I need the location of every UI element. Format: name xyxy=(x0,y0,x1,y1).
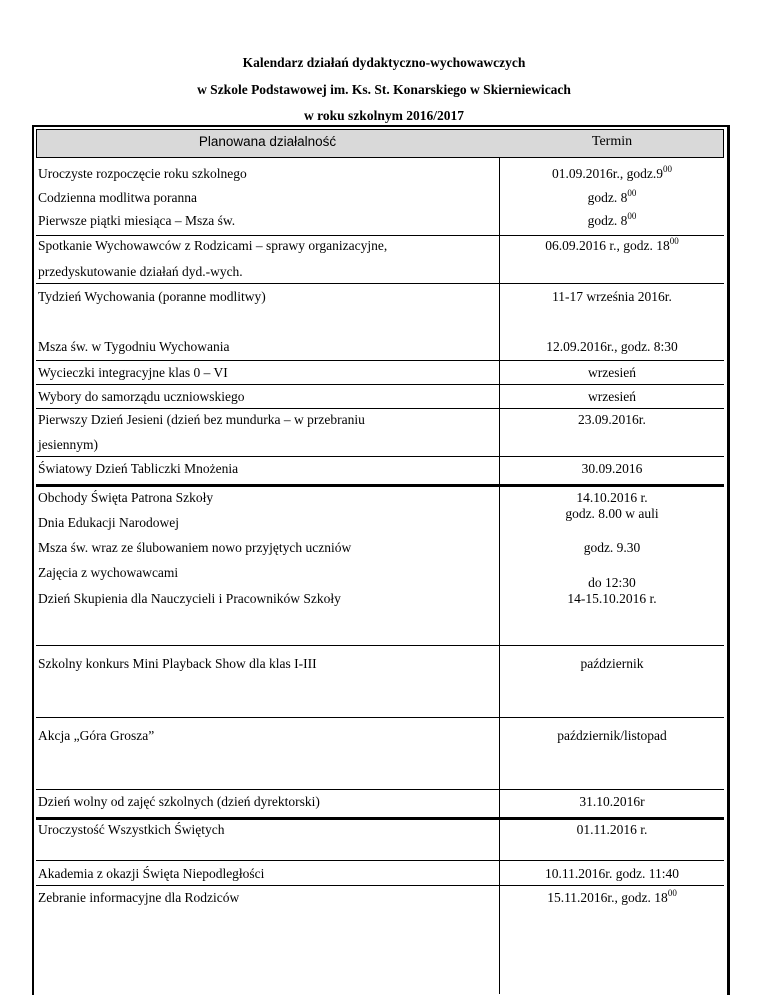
activity-text: Akcja „Góra Grosza” xyxy=(38,728,155,743)
activity-text: Tydzień Wychowania (poranne modlitwy) xyxy=(38,289,266,304)
activity-text: Uroczyste rozpoczęcie roku szkolnego xyxy=(38,166,247,181)
term-text: wrzesień xyxy=(588,389,636,404)
term-text: 06.09.2016 r., godz. $18^{00}$ xyxy=(545,236,679,253)
header-term: Termin xyxy=(591,134,633,149)
term-text: 01.09.2016r., $godz.9^{00}$ xyxy=(552,164,672,181)
term-text: godz. $8^{00}$ xyxy=(587,211,637,228)
row-divider xyxy=(36,645,724,646)
term-text: 31.10.2016r xyxy=(579,794,645,809)
term-text: 10.11.2016r. godz. 11:40 xyxy=(545,866,679,881)
document-title: Kalendarz działań dydaktyczno-wychowawczych xyxy=(242,55,526,70)
term-text: październik xyxy=(580,656,644,671)
activity-text: jesiennym) xyxy=(38,437,98,452)
term-text: do 12:30 xyxy=(588,575,636,590)
document-subtitle-school: w Szkole Podstawowej im. Ks. St. Konarskiego w Skierniewicach xyxy=(197,82,571,97)
row-divider xyxy=(36,860,724,861)
activity-text: Zebranie informacyjne dla Rodziców xyxy=(38,890,240,905)
activity-text: Wybory do samorządu uczniowskiego xyxy=(38,389,245,404)
activity-text: Wycieczki integracyjne klas 0 – VI xyxy=(38,365,228,380)
term-text: 14-15.10.2016 r. xyxy=(567,591,657,606)
activity-text: Uroczystość Wszystkich Świętych xyxy=(38,822,225,837)
term-text: 30.09.2016 xyxy=(581,461,643,476)
row-divider xyxy=(36,456,724,457)
term-text: 15.11.2016r., godz. $18^{00}$ xyxy=(547,888,677,905)
row-divider xyxy=(36,484,724,487)
activity-text: Akademia z okazji Święta Niepodległości xyxy=(38,866,265,881)
activity-text: Dzień wolny od zajęć szkolnych (dzień dyrektorski) xyxy=(38,794,320,809)
activity-text: Światowy Dzień Tabliczki Mnożenia xyxy=(38,461,239,476)
term-text: 12.09.2016r., godz. 8:30 xyxy=(546,339,678,354)
row-divider xyxy=(36,817,724,820)
table-frame xyxy=(32,125,730,995)
term-text: wrzesień xyxy=(588,365,636,380)
term-text: 01.11.2016 r. xyxy=(576,822,648,837)
term-text: godz. 9.30 xyxy=(583,540,641,555)
activity-text: Szkolny konkurs Mini Playback Show dla klas I-III xyxy=(38,656,317,671)
header-activity: Planowana działalność xyxy=(198,134,337,149)
activity-text: Pierwsze piątki miesiąca – Msza św. xyxy=(38,213,236,228)
activity-text: Dzień Skupienia dla Nauczycieli i Pracowników Szkoły xyxy=(38,591,341,606)
activity-text: Pierwszy Dzień Jesieni (dzień bez mundurka – w przebraniu xyxy=(38,412,365,427)
row-divider xyxy=(36,384,724,385)
row-divider xyxy=(36,789,724,790)
activity-text: Msza św. wraz ze ślubowaniem nowo przyjętych uczniów xyxy=(38,540,352,555)
row-divider xyxy=(36,717,724,718)
term-text: 11-17 września 2016r. xyxy=(552,289,672,304)
term-text: godz. 8.00 w auli xyxy=(565,506,659,521)
activity-text: Obchody Święta Patrona Szkoły xyxy=(38,490,214,505)
term-text: godz. $8^{00}$ xyxy=(587,188,637,205)
row-divider xyxy=(36,283,724,284)
activity-text: Zajęcia z wychowawcami xyxy=(38,565,179,580)
row-divider xyxy=(36,235,724,236)
column-divider xyxy=(499,129,500,994)
activity-text: Spotkanie Wychowawców z Rodzicami – sprawy organizacyjne, xyxy=(38,238,388,253)
term-text: październik/listopad xyxy=(557,728,667,743)
row-divider xyxy=(36,885,724,886)
activity-text: przedyskutowanie działań dyd.-wych. xyxy=(38,264,243,279)
document-subtitle-year: w roku szkolnym 2016/2017 xyxy=(304,108,464,123)
activity-text: Codzienna modlitwa poranna xyxy=(38,190,197,205)
activity-text: Msza św. w Tygodniu Wychowania xyxy=(38,339,230,354)
row-divider xyxy=(36,408,724,409)
term-text: 23.09.2016r. xyxy=(578,412,646,427)
term-text: 14.10.2016 r. xyxy=(576,490,648,505)
activity-text: Dnia Edukacji Narodowej xyxy=(38,515,179,530)
row-divider xyxy=(36,360,724,361)
